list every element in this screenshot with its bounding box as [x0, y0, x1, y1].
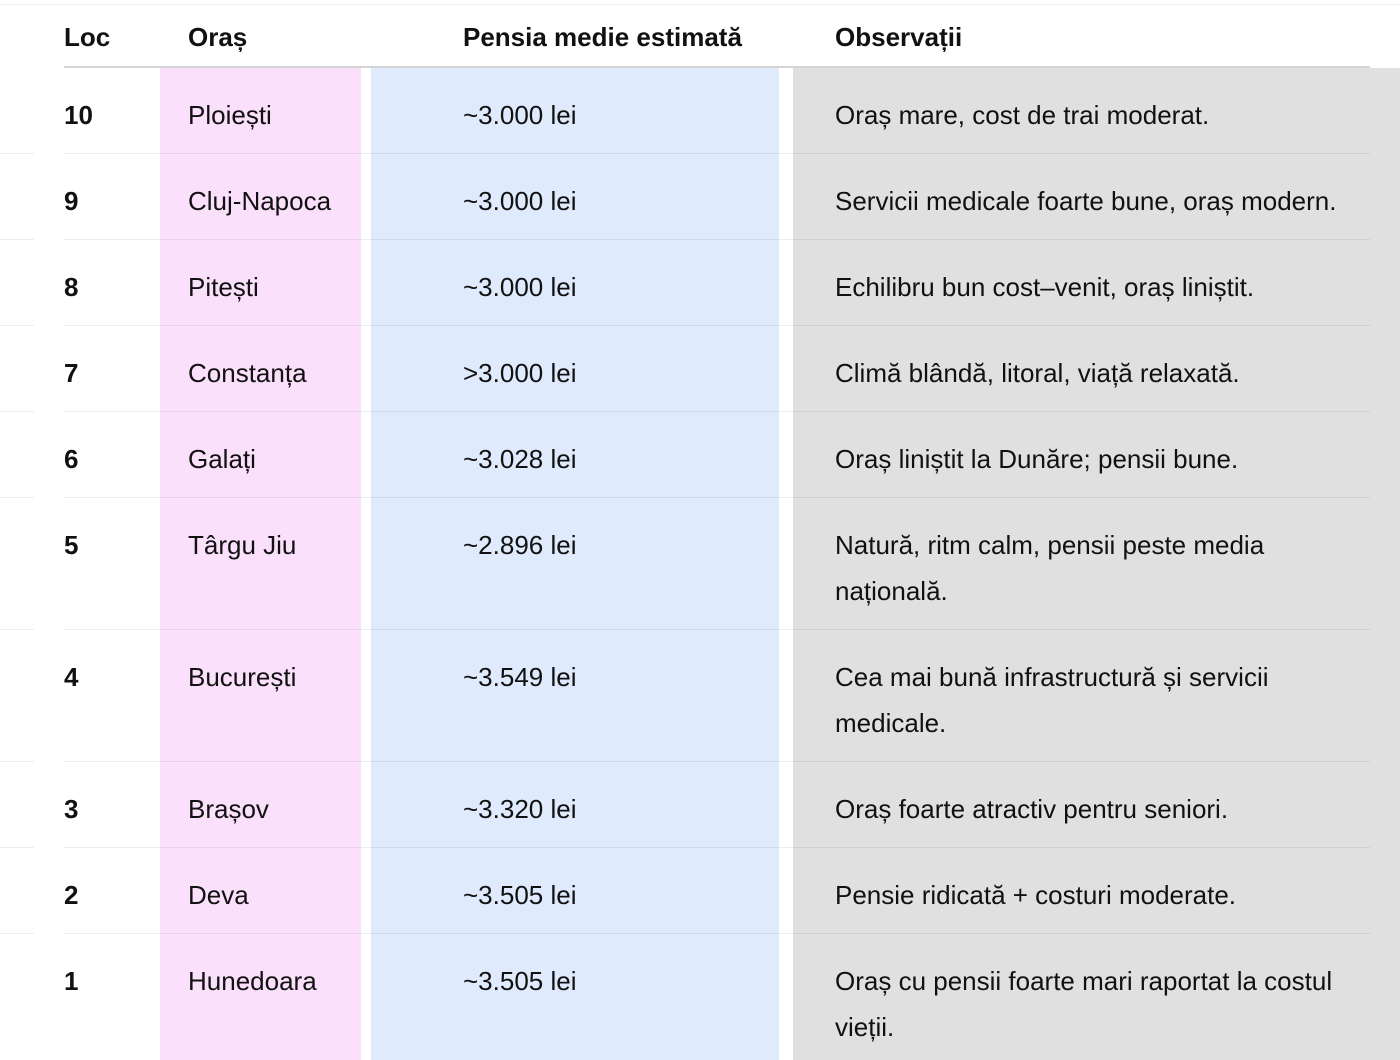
table-body	[0, 68, 1400, 1060]
pension-cell: ~3.320 lei	[463, 794, 577, 824]
pension-cell: ~2.896 lei	[463, 530, 577, 560]
pension-cell: ~3.505 lei	[463, 966, 577, 996]
city-cell: București	[188, 662, 297, 692]
table-row	[0, 934, 1400, 1060]
notes-cell: Echilibru bun cost–venit, oraș liniștit.	[835, 272, 1255, 302]
rank-cell: 3	[64, 794, 79, 824]
table-row	[0, 498, 1400, 630]
notes-cell: Natură, ritm calm, pensii peste media națională.	[835, 530, 1265, 606]
notes-cell: Oraș mare, cost de trai moderat.	[835, 100, 1210, 130]
pension-cell: ~3.000 lei	[463, 186, 577, 216]
city-cell: Constanța	[188, 358, 307, 388]
city-cell: Galați	[188, 444, 256, 474]
notes-cell: Oraș cu pensii foarte mari raportat la costul vieții.	[835, 966, 1333, 1042]
rank-cell: 8	[64, 272, 79, 302]
notes-cell: Oraș liniștit la Dunăre; pensii bune.	[835, 444, 1239, 474]
header-pension: Pensia medie estimată	[463, 22, 742, 52]
pension-cell: ~3.505 lei	[463, 880, 577, 910]
rank-cell: 7	[64, 358, 79, 388]
table-row	[0, 154, 1400, 240]
table-row	[0, 762, 1400, 848]
header-notes: Observații	[835, 22, 963, 52]
rank-cell: 2	[64, 880, 79, 910]
header-loc: Loc	[64, 22, 111, 52]
table-row	[0, 68, 1400, 154]
notes-cell: Climă blândă, litoral, viață relaxată.	[835, 358, 1240, 388]
notes-cell: Pensie ridicată + costuri moderate.	[835, 880, 1237, 910]
city-cell: Cluj-Napoca	[188, 186, 332, 216]
table-row	[0, 630, 1400, 762]
table-header	[0, 0, 1400, 68]
pension-cell: ~3.000 lei	[463, 272, 577, 302]
table-row	[0, 848, 1400, 934]
pension-cell: ~3.549 lei	[463, 662, 577, 692]
table-row	[0, 240, 1400, 326]
city-cell: Deva	[188, 880, 249, 910]
rank-cell: 4	[64, 662, 79, 692]
table-row	[0, 412, 1400, 498]
city-cell: Brașov	[188, 794, 269, 824]
city-cell: Ploiești	[188, 100, 272, 130]
rank-cell: 1	[64, 966, 79, 996]
city-cell: Târgu Jiu	[188, 530, 297, 560]
header-city: Oraș	[188, 22, 248, 52]
pension-cell: >3.000 lei	[463, 358, 577, 388]
notes-cell: Oraș foarte atractiv pentru seniori.	[835, 794, 1229, 824]
pension-cell: ~3.028 lei	[463, 444, 577, 474]
rank-cell: 6	[64, 444, 79, 474]
rank-cell: 5	[64, 530, 79, 560]
table-row	[0, 326, 1400, 412]
rank-cell: 10	[64, 100, 93, 130]
notes-cell: Servicii medicale foarte bune, oraș modern.	[835, 186, 1337, 216]
notes-cell: Cea mai bună infrastructură și servicii medicale.	[835, 662, 1269, 738]
city-cell: Hunedoara	[188, 966, 317, 996]
rank-cell: 9	[64, 186, 79, 216]
city-cell: Pitești	[188, 272, 259, 302]
pension-cell: ~3.000 lei	[463, 100, 577, 130]
